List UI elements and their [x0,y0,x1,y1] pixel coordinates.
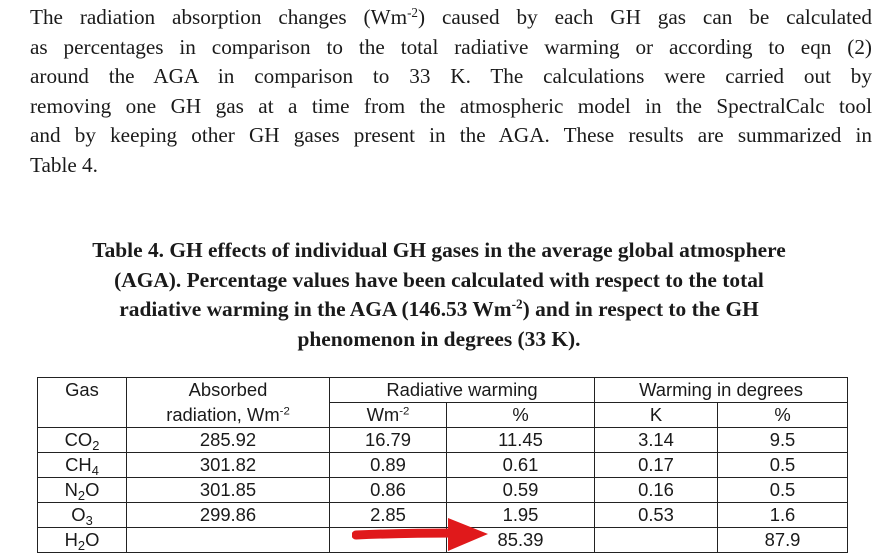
table-row [38,478,848,503]
paragraph-line: Table 4. [30,152,98,177]
cell-wd-pct: 0.5 [718,453,848,478]
cell-rw-pct: 0.59 [447,478,595,503]
cell-gas: $O_3$ [38,503,127,528]
header-wd-unit: K [595,403,718,428]
header-wd-percent: % [718,403,848,428]
header-gas: Gas [38,378,127,428]
cell-absorbed: 301.82 [127,453,330,478]
caption-line: (AGA). Percentage values have been calculated with respect to the total [114,267,764,292]
arrow-head [448,518,488,551]
header-absorbed-unit: radiation, $Wm^{-2}$ [127,403,330,428]
cell-gas: $H_2O$ [38,528,127,553]
cell-gas: $CH_4$ [38,453,127,478]
cell-gas: $N_2O$ [38,478,127,503]
cell-absorbed: 301.85 [127,478,330,503]
cell-rw-pct: 0.61 [447,453,595,478]
cell-rw-wm2: 0.86 [330,478,447,503]
cell-wd-pct: 9.5 [718,428,848,453]
paragraph-line: as percentages in comparison to the total radiative warming or according to eqn (2) [30,34,872,59]
cell-gas: $CO_2$ [38,428,127,453]
table-caption [30,236,848,354]
paragraph-line: The radiation absorption changes $(Wm^{-2})$ caused by each GH gas can be calculated [30,4,872,29]
cell-rw-pct: 11.45 [447,428,595,453]
body-paragraph [30,3,872,181]
cell-wd-k: 0.16 [595,478,718,503]
paragraph-line: and by keeping other GH gases present in the AGA. These results are summarized in [30,123,872,148]
cell-absorbed: 285.92 [127,428,330,453]
header-warming-degrees: Warming in degrees [595,378,848,403]
cell-rw-wm2: 2.85 [330,503,447,528]
header-rw-unit: $Wm^{-2}$ [330,403,447,428]
cell-wd-pct: 0.5 [718,478,848,503]
cell-rw-pct: 1.95 [447,503,595,528]
paragraph-line: removing one GH gas at a time from the atmospheric model in the SpectralCalc tool [30,93,872,118]
caption-line: radiative warming in the AGA (146.53 $Wm^{-2}$) and in respect to the GH [119,296,759,322]
table-row [38,428,848,453]
table-row [38,453,848,478]
cell-rw-wm2: 16.79 [330,428,447,453]
cell-absorbed [127,528,330,553]
header-radiative-warming: Radiative warming [330,378,595,403]
cell-wd-k: 3.14 [595,428,718,453]
header-rw-percent: % [447,403,595,428]
cell-wd-pct: 87.9 [718,528,848,553]
caption-line: phenomenon in degrees (33 K). [297,326,581,351]
cell-wd-k: 0.53 [595,503,718,528]
red-arrow-icon [352,514,492,554]
paragraph-line: around the AGA in comparison to 33 K. The calculations were carried out by [30,64,872,89]
cell-wd-k: 0.17 [595,453,718,478]
header-absorbed: Absorbed [127,378,330,403]
cell-absorbed: 299.86 [127,503,330,528]
cell-wd-k [595,528,718,553]
cell-rw-wm2: 0.89 [330,453,447,478]
caption-line: Table 4. GH effects of individual GH gases in the average global atmosphere [92,238,786,262]
cell-wd-pct: 1.6 [718,503,848,528]
arrow-shaft [356,533,456,535]
cell-rw-pct: 85.39 [447,528,595,553]
